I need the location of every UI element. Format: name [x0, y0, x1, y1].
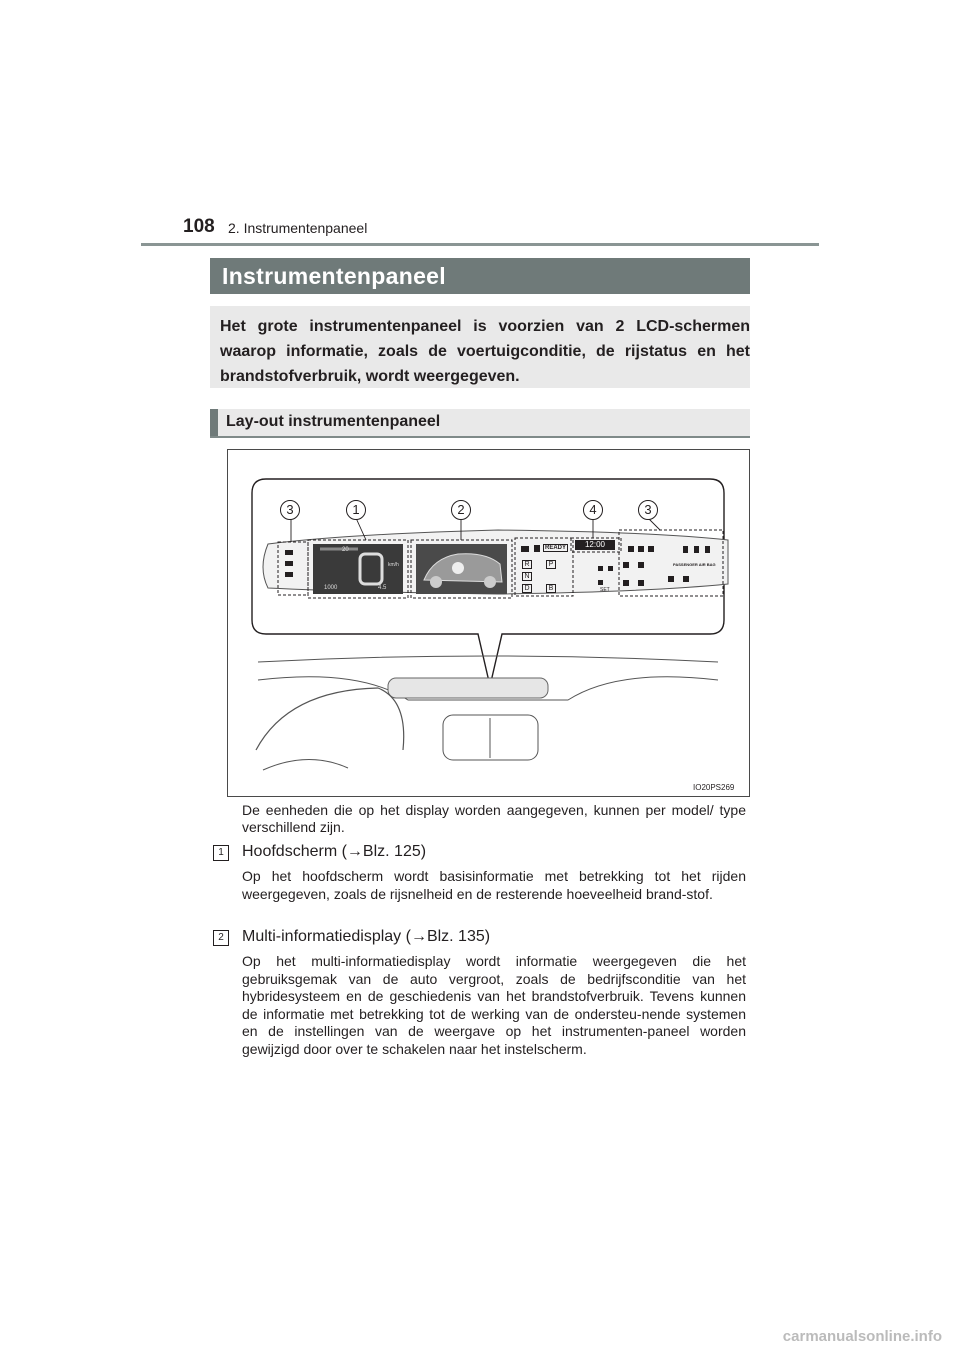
- car-wheel-rear: [484, 576, 496, 588]
- set-indicator: SET: [600, 587, 610, 593]
- chapter-title: 2. Instrumentenpaneel: [228, 220, 368, 236]
- units-note: De eenheden die op het display worden aangegeven, kunnen per model/ type verschillend zijn.: [242, 802, 746, 835]
- gear-d: D: [522, 584, 532, 593]
- display-unit: [388, 678, 548, 698]
- gear-p: P: [546, 560, 556, 569]
- battery-glow: [452, 562, 464, 574]
- item-2-body: Op het multi-informatiedisplay wordt informatie weergegeven die het gebruiksgemak van de auto vergroot, zoals de bedrijfsconditie van het hybridesysteem en de geschiedenis van het brandstofverbruik. Tevens kunnen de informatie met betrekking tot de werking van de ondersteu-nende systemen en de instellingen van de weergave op het instrumenten-paneel worden gewijzigd door over te schakelen naar het instelscherm.: [242, 953, 746, 1057]
- item-1-body: Op het hoofdscherm wordt basisinformatie met betrekking tot het rijden weergegeven, zoals de rijsnelheid en de resterende hoeveelheid brand-stof.: [242, 868, 746, 902]
- odometer: 1000: [324, 585, 338, 591]
- speed-unit: km/h: [388, 562, 399, 568]
- callout-3-right: 3: [638, 500, 658, 520]
- intro-text: Het grote instrumentenpaneel is voorzien van 2 LCD-schermen waarop informatie, zoals de voertuigconditie, de rijstatus en het brandstofverbruik, wordt weergegeven.: [220, 318, 750, 385]
- title-banner: [210, 258, 750, 294]
- callout-2: 2: [451, 500, 471, 520]
- gear-n: N: [522, 572, 532, 581]
- car-wheel-front: [430, 576, 442, 588]
- callout-3-left: 3: [280, 500, 300, 520]
- clock-display: 12:00: [575, 540, 615, 550]
- section-title: Lay-out instrumentenpaneel: [226, 413, 441, 430]
- scale-label: 20: [342, 547, 349, 553]
- trip-value: 4.5: [378, 585, 387, 591]
- header-divider: [141, 243, 819, 246]
- page-title: Instrumentenpaneel: [222, 263, 446, 289]
- gear-b: B: [546, 584, 556, 593]
- figure-code: IO20PS269: [693, 783, 735, 792]
- item-1-number: 1: [213, 845, 229, 861]
- gear-r: R: [522, 560, 532, 569]
- steering-hub: [263, 759, 348, 770]
- airbag-indicator: PASSENGER AIR BAG: [673, 562, 716, 567]
- callout-1: 1: [346, 500, 366, 520]
- dashboard-illustration: [228, 450, 749, 796]
- instrument-panel-figure: [227, 449, 750, 797]
- callout-4: 4: [583, 500, 603, 520]
- section-accent-bar: [210, 409, 218, 436]
- item-2-number: 2: [213, 930, 229, 946]
- ready-indicator: READY: [545, 545, 567, 551]
- intro-box: [210, 306, 750, 388]
- page-number: 108: [183, 216, 215, 237]
- item-1-title: Hoofdscherm (→Blz. 125): [242, 843, 427, 860]
- item-2-title: Multi-informatiedisplay (→Blz. 135): [242, 928, 491, 945]
- section-heading: [210, 409, 750, 438]
- steering-wheel: [256, 688, 404, 750]
- watermark: carmanualsonline.info: [782, 1328, 942, 1345]
